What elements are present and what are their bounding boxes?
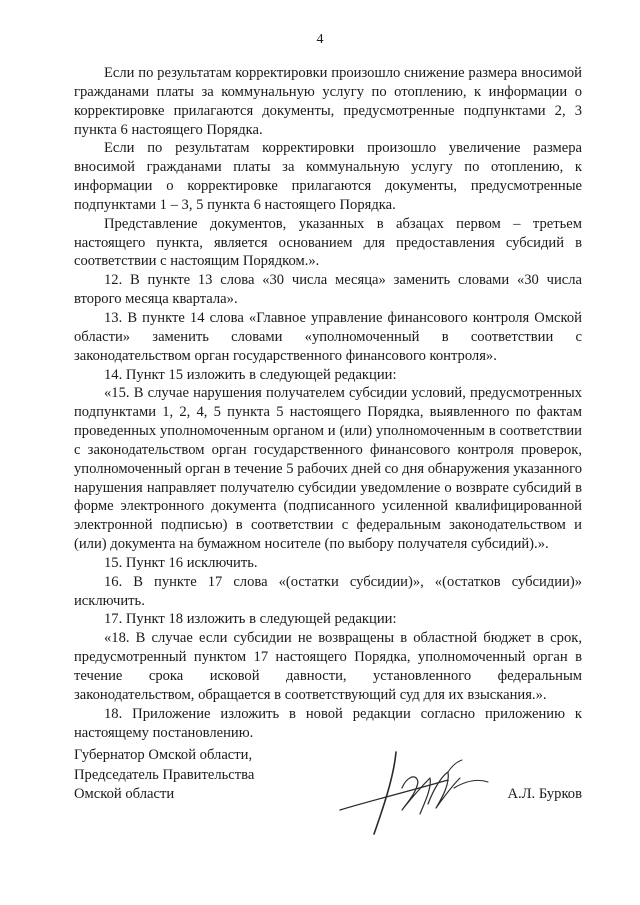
paragraph: 15. Пункт 16 исключить.	[104, 554, 258, 571]
signatory-title-line: Губернатор Омской области,	[74, 747, 253, 763]
paragraph: Если по результатам корректировки произошло снижение размера вносимой гражданами платы за коммунальную услугу по отоплению, к информации о корректировке прилагаются документы, предусмотренные подпунктами 2, 3 пункта 6 настоящего Порядка.	[74, 65, 582, 138]
paragraph: 12. В пункте 13 слова «30 числа месяца» заменить словами «30 числа второго месяца квартала».	[74, 272, 582, 308]
paragraph: Представление документов, указанных в абзацах первом – третьем настоящего пункта, является основанием для предоставления субсидий в соответствии с настоящим Порядком.».	[74, 215, 582, 270]
signature-stroke	[402, 777, 430, 814]
paragraph: 17. Пункт 18 изложить в следующей редакции:	[104, 611, 397, 628]
signature-stroke	[374, 752, 396, 834]
paragraph: Если по результатам корректировки произошло увеличение размера вносимой гражданами платы за коммунальную услугу по отоплению, к информации о корректировке прилагаются документы, предусмотренные подпунктами 1 – 3, 5 пункта 6 настоящего Порядка.	[74, 140, 582, 213]
signature-stroke	[454, 780, 488, 788]
paragraph: 14. Пункт 15 изложить в следующей редакции:	[104, 366, 397, 383]
handwritten-signature	[336, 748, 506, 838]
signatory-name: А.Л. Бурков	[507, 786, 582, 802]
signatory-title-line: Председатель Правительства	[74, 766, 255, 783]
signatory-title-line: Омской области	[74, 786, 175, 802]
paragraph: 13. В пункте 14 слова «Главное управление финансового контроля Омской области» заменить словами «уполномоченный в соответствии с законодательством орган государственного финансового контроля».	[74, 309, 582, 364]
paragraph: «18. В случае если субсидии не возвращены в областной бюджет в срок, предусмотренный пунктом 17 настоящего Порядка, уполномоченный орган в течение срока исковой давности, установленного федеральным законодательством, обращается в соответствующий суд для их взыскания.».	[74, 630, 582, 703]
signature-stroke	[428, 772, 460, 808]
paragraph: «15. В случае нарушения получателем субсидии условий, предусмотренных подпунктами 1, 2, 4, 5 пункта 5 настоящего Порядка, выявленного по фактам проведенных уполномоченным органом и (или) уполномоченным в соответствии с законодательством орган государственного финансового контроля проверок, уполномоченный орган в течение 5 рабочих дней со дня обнаружения указанного нарушения направляет получателю субсидии уведомление о возврате субсидий в форме электронного документа (подписанного усиленной квалифицированной электронной подписью) в соответствии с федеральным законодательством и (или) документа на бумажном носителе (по выбору получателя субсидий).».	[74, 385, 582, 553]
paragraph: 16. В пункте 17 слова «(остатки субсидии)», «(остатков субсидии)» исключить.	[74, 573, 582, 609]
paragraph: 18. Приложение изложить в новой редакции согласно приложению к настоящему постановлению.	[74, 705, 582, 741]
signature-stroke	[448, 760, 462, 772]
document-body	[74, 64, 582, 742]
page-number: 4	[316, 32, 324, 47]
